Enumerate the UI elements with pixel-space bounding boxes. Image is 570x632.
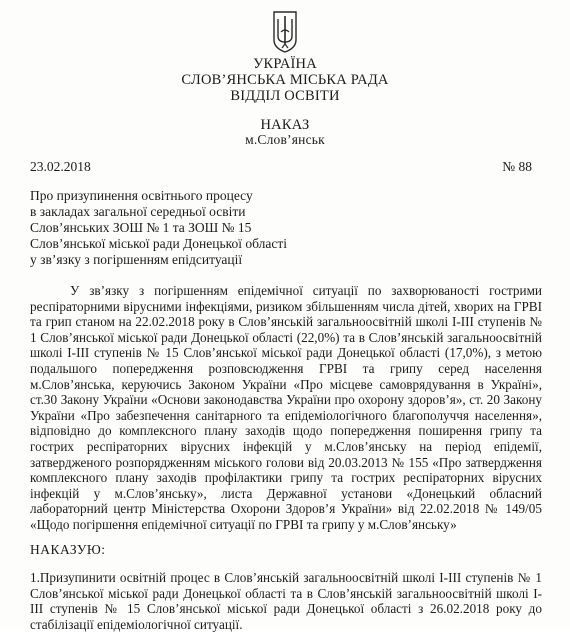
order-item-1: 1.Призупинити освітній процес в Слов’янській загальноосвітній школі І-ІІІ ступенів № 1 Слов’янської міської ради Донецької області та в Слов’янській загальноосвітній школі І-ІІІ ступенів № 15 Слов’янської міської ради Донецької області з 26.02.2018 року до стабілізації епідеміологічної ситуації. [30,570,542,632]
order-subject [30,188,287,268]
subject-line: в закладах загальної середньої освіти [30,204,246,219]
subject-line: Слов’янської міської ради Донецької області [30,236,288,251]
trident-emblem-icon [272,10,298,54]
subject-line: Про призупинення освітнього процесу [30,188,253,203]
order-number: № 88 [502,159,532,174]
order-word: НАКАЗУЮ: [30,542,106,557]
doc-type-heading: НАКАЗ [260,117,310,133]
council-heading: СЛОВ’ЯНСЬКА МІСЬКА РАДА [181,72,389,88]
city-line: м.Слов’янськ [245,132,325,147]
preamble-paragraph: У зв’язку з погіршенням епідемічної ситуації по захворюваності гострими респіраторними вірусними інфекціями, ризиком збільшенням числа дітей, хворих на ГРВІ та грип станом на 22.02.2018 року в Слов’янській загальноосвітній школі І-ІІІ ступенів № 1 Слов’янської міської ради Донецької області (22,0%) та в Слов’янській загальноосвітній школі І-ІІІ ступенів № 15 Слов’янської міської ради Донецької області (17,0%), з метою подальшого попередження розповсюдження ГРВІ та грипу серед населення м.Слов’янська, керуючись Законом України «Про місцеве самоврядування в Україні», ст.30 Закону України «Основи законодавства України про охорону здоров’я», ст. 20 Закону України «Про забезпечення санітарного та епідеміологічного благополуччя населення», відповідно до комплексного плану заходів щодо попередження поширення грипу та гострих респіраторних вірусних інфекцій у м.Слов’янську на період епідемії, затвердженого розпорядженням міського голови від 20.03.2013 № 155 «Про затвердження комплексного плану заходів профілактики грипу та гострих респіраторних вірусних інфекцій у м.Слов’янську», листа Державної установи «Донецький обласний лабораторний центр Міністерства Охорони Здоров’я України» від 22.02.2018 № 149/05 «Щодо погіршення епідемічної ситуації по ГРВІ та грипу у м.Слов’янську» [30,283,542,532]
country-heading: УКРАЇНА [253,56,317,72]
order-date: 23.02.2018 [30,159,91,174]
department-heading: ВІДДІЛ ОСВІТИ [230,88,340,104]
subject-line: Слов’янських ЗОШ № 1 та ЗОШ № 15 [30,220,252,235]
subject-line: у зв’язку з погіршенням епідситуації [30,252,243,267]
